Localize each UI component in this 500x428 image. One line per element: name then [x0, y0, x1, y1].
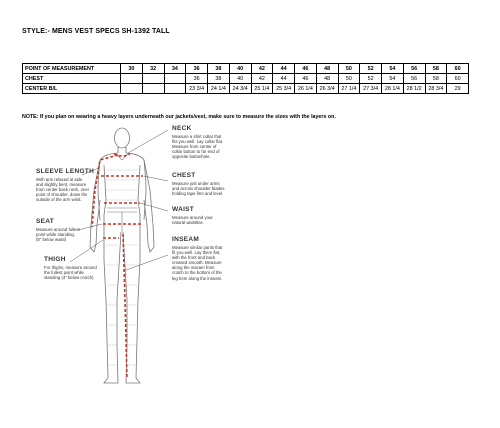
row-label-cell: CENTER B/L	[23, 84, 121, 94]
value-cell: 38	[208, 74, 230, 84]
description-line: natural waistline.	[172, 220, 205, 226]
seat-description	[36, 227, 80, 242]
layering-note: NOTE: If you plan on wearing a heavy layers underneath our jackets/vest, make sure to measure the sizes with the layers on.	[22, 114, 336, 120]
description-line: leg hem along the inseam.	[172, 275, 223, 281]
size-header-cell: 42	[251, 64, 273, 74]
description-line: and slightly bent, measure	[36, 182, 87, 188]
value-cell: 28 1/4	[382, 84, 404, 94]
description-line: fit you well. Lay them flat,	[172, 250, 221, 256]
description-line: point while standing.	[36, 232, 75, 238]
description-line: Measure around your	[172, 215, 213, 220]
inseam-title: INSEAM	[172, 236, 200, 243]
size-header-cell: 48	[316, 64, 338, 74]
value-cell: 24 3/4	[229, 84, 251, 94]
description-line: With arm relaxed at side	[36, 177, 83, 182]
waist-title: WAIST	[172, 206, 195, 213]
inseam-description	[172, 245, 222, 281]
value-cell: 60	[447, 74, 469, 84]
description-line: fits you well. Lay collar flat.	[172, 139, 224, 145]
value-cell: 23 3/4	[186, 84, 208, 94]
size-header-cell: 46	[295, 64, 317, 74]
waist-description	[172, 215, 213, 225]
value-cell: 27 3/4	[360, 84, 382, 94]
sleeve-measure-line	[92, 155, 118, 227]
chest-title: CHEST	[172, 172, 196, 179]
size-header-cell: 32	[142, 64, 164, 74]
row-label-cell: CHEST	[23, 74, 121, 84]
value-cell: 26 1/4	[295, 84, 317, 94]
size-header-cell: 50	[338, 64, 360, 74]
value-cell: 27 1/4	[338, 84, 360, 94]
value-cell: 42	[251, 74, 273, 84]
size-header-cell: 34	[164, 64, 186, 74]
neck-title: NECK	[172, 125, 192, 132]
description-line: collar button to far end of	[172, 149, 220, 155]
value-cell: 50	[338, 74, 360, 84]
value-cell: 56	[403, 74, 425, 84]
description-line: and across shoulder blades	[172, 186, 225, 192]
size-header-cell: 52	[360, 64, 382, 74]
value-cell: 58	[425, 74, 447, 84]
description-line: Measure similar pants that	[172, 245, 223, 250]
value-cell: 54	[382, 74, 404, 84]
body-figure	[90, 128, 154, 383]
size-header-cell: 38	[208, 64, 230, 74]
value-cell: 44	[273, 74, 295, 84]
description-line: Measure from center of	[172, 144, 217, 150]
size-header-cell: 40	[229, 64, 251, 74]
size-header-cell: 30	[121, 64, 143, 74]
inseam-measure-line	[123, 234, 127, 378]
value-cell: 28 1/2	[403, 84, 425, 94]
size-header-cell: 60	[447, 64, 469, 74]
thigh-description	[44, 265, 97, 280]
size-header-cell: 44	[273, 64, 295, 74]
description-line: from center back neck, over	[36, 187, 90, 193]
description-line: point of shoulder, down the	[36, 192, 88, 198]
value-cell: 25 3/4	[273, 84, 295, 94]
size-header-cell: 58	[425, 64, 447, 74]
size-header-cell: 56	[403, 64, 425, 74]
value-cell: 36	[186, 74, 208, 84]
value-cell: 28 3/4	[425, 84, 447, 94]
size-header-cell: 36	[186, 64, 208, 74]
description-line: Measure just under arms	[172, 181, 220, 186]
description-line: Measure a shirt collar that	[172, 134, 222, 139]
value-cell: 24 1/4	[208, 84, 230, 94]
description-line: holding tape firm and level.	[172, 191, 224, 197]
description-line: with the front and back	[172, 255, 216, 261]
style-title: STYLE:- MENS VEST SPECS SH-1392 TALL	[22, 28, 170, 35]
value-cell: 29	[447, 84, 469, 94]
value-cell: 25 1/4	[251, 84, 273, 94]
neck-description	[172, 134, 223, 159]
value-cell: 46	[295, 74, 317, 84]
description-line: (8" below waist)	[36, 237, 67, 243]
chest-description	[172, 181, 225, 196]
description-line: along the inseam from	[172, 265, 215, 271]
header-label-cell: POINT OF MEASUREMENT	[23, 64, 121, 74]
value-cell: 48	[316, 74, 338, 84]
description-line: the fullest point while	[44, 270, 84, 276]
description-line: creased smooth. Measure	[172, 260, 222, 266]
description-line: Measure around fullest	[36, 227, 80, 232]
sleeve-length-description	[36, 177, 89, 202]
seat-title: SEAT	[36, 218, 55, 225]
thigh-title: THIGH	[44, 256, 66, 263]
measurement-lines	[92, 154, 143, 378]
value-cell: 40	[229, 74, 251, 84]
description-line: For thighs, measure around	[44, 265, 97, 270]
description-line: standing (4" below crotch)	[44, 275, 94, 281]
description-line: opposite buttonhole.	[172, 154, 211, 160]
sleeve-length-title: SLEEVE LENGTH	[36, 168, 95, 175]
description-line: outside of the arm wrist.	[36, 197, 82, 203]
size-header-cell: 54	[382, 64, 404, 74]
value-cell: 26 3/4	[316, 84, 338, 94]
description-line: crotch to the bottom of the	[172, 270, 222, 276]
value-cell: 52	[360, 74, 382, 84]
